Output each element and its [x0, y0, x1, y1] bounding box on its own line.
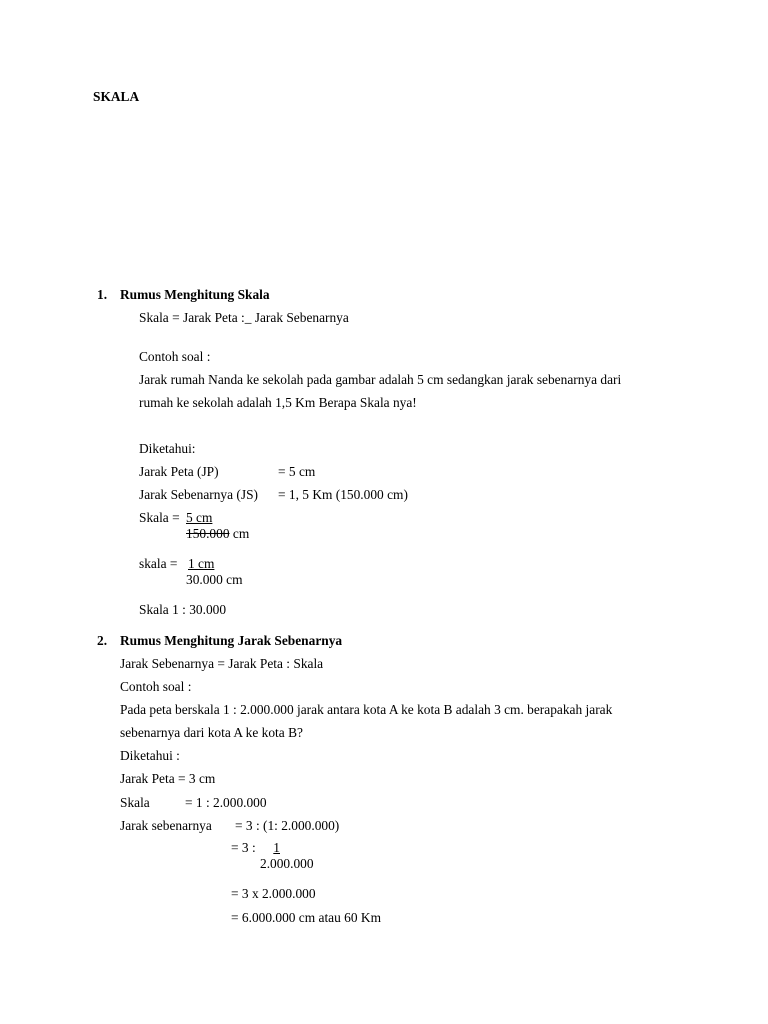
section2-number: 2.: [97, 633, 108, 648]
section2-formula: Jarak Sebenarnya = Jarak Peta : Skala: [120, 656, 324, 671]
section1-calc1-denominator-unit: cm: [229, 526, 250, 541]
section1-calc2-prefix: skala =: [139, 556, 178, 571]
section1-example-line2: rumah ke sekolah adalah 1,5 Km Berapa Skala nya!: [139, 395, 417, 410]
section2-heading: Rumus Menghitung Jarak Sebenarnya: [120, 633, 343, 648]
section2-js-value: = 3 : (1: 2.000.000): [235, 818, 340, 833]
section2-step1-prefix: = 3 :: [231, 840, 256, 855]
section1-formula: Skala = Jarak Peta :_ Jarak Sebenarnya: [139, 310, 349, 325]
section1-heading: Rumus Menghitung Skala: [120, 287, 270, 302]
section2-skala-label: Skala: [120, 795, 150, 810]
section2-known-label: Diketahui :: [120, 748, 180, 763]
section1-result: Skala 1 : 30.000: [139, 602, 227, 617]
section1-calc1-prefix: Skala =: [139, 510, 180, 525]
page-title: SKALA: [93, 89, 140, 104]
section2-js-label: Jarak sebenarnya: [120, 818, 212, 833]
section1-js-value: = 1, 5 Km (150.000 cm): [278, 487, 408, 502]
section2-example-label: Contoh soal :: [120, 679, 192, 694]
section2-jp-line: Jarak Peta = 3 cm: [120, 771, 216, 786]
section1-calc1-numerator: 5 cm: [186, 510, 213, 525]
section1-known-label: Diketahui:: [139, 441, 196, 456]
section1-calc2-numerator: 1 cm: [188, 556, 215, 571]
section1-calc1-denominator-struck: 150.000: [186, 526, 230, 541]
section2-example-line2: sebenarnya dari kota A ke kota B?: [120, 725, 303, 740]
section2-skala-value: = 1 : 2.000.000: [185, 795, 267, 810]
section1-calc2-denominator: 30.000 cm: [186, 572, 243, 587]
section2-step1-numerator: 1: [273, 840, 280, 855]
section2-step3: = 6.000.000 cm atau 60 Km: [231, 910, 381, 925]
section2-step2: = 3 x 2.000.000: [231, 886, 316, 901]
section1-jp-value: = 5 cm: [278, 464, 316, 479]
section2-example-line1: Pada peta berskala 1 : 2.000.000 jarak antara kota A ke kota B adalah 3 cm. berapakah jarak: [120, 702, 613, 717]
section1-example-line1: Jarak rumah Nanda ke sekolah pada gambar adalah 5 cm sedangkan jarak sebenarnya dari: [139, 372, 622, 387]
section1-jp-label: Jarak Peta (JP): [139, 464, 219, 479]
section1-number: 1.: [97, 287, 108, 302]
section1-calc1-denominator: [186, 526, 249, 542]
section1-example-label: Contoh soal :: [139, 349, 211, 364]
section2-step1-denominator: 2.000.000: [260, 856, 314, 871]
section1-js-label: Jarak Sebenarnya (JS): [139, 487, 258, 502]
